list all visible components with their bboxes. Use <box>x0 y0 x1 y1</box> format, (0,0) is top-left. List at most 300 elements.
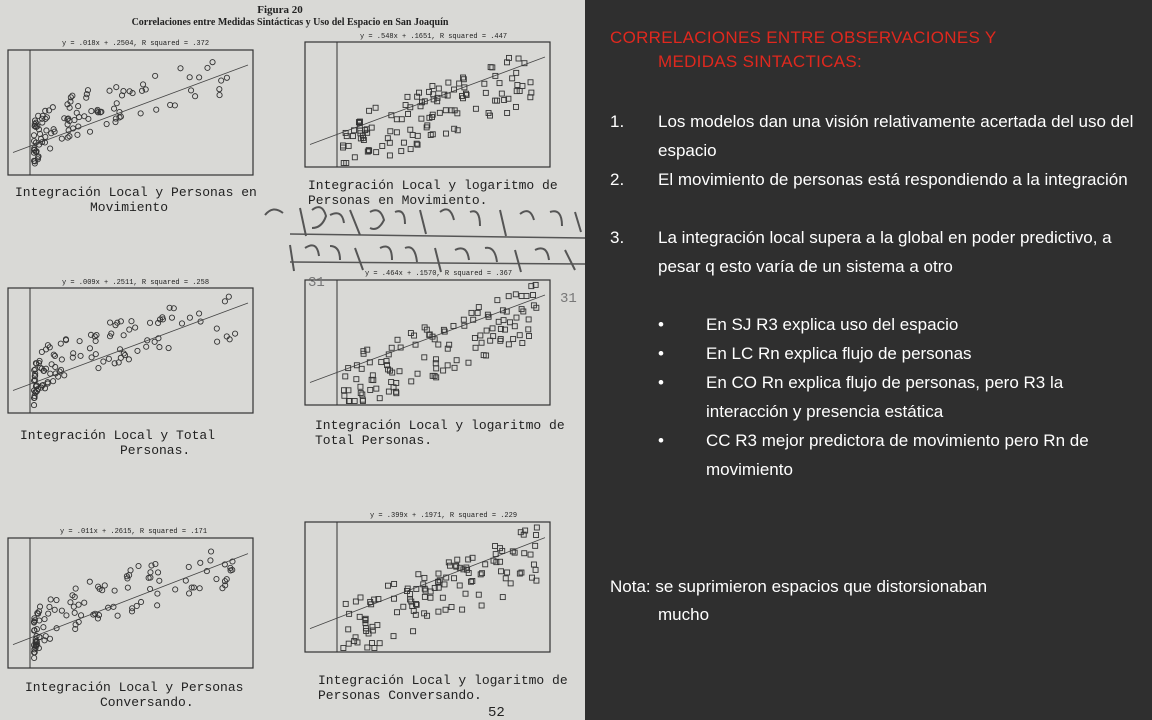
scatter-point <box>469 310 474 315</box>
scatter-point <box>441 368 446 373</box>
scatter-point <box>522 551 527 556</box>
scatter-point <box>31 133 36 138</box>
scatter-point <box>95 616 100 621</box>
scatter-point <box>422 594 427 599</box>
scatter-point <box>506 294 511 299</box>
scatter-point <box>138 111 143 116</box>
scatter-plot <box>305 522 550 652</box>
scatter-point <box>117 347 122 352</box>
scatter-point <box>135 348 140 353</box>
scatter-point <box>58 341 63 346</box>
scatter-point <box>205 65 210 70</box>
scatter-point <box>197 311 202 316</box>
scatter-point <box>214 576 219 581</box>
scatter-point <box>499 91 504 96</box>
scatter-point <box>455 128 460 133</box>
scatter-point <box>443 108 448 113</box>
scatter-point <box>514 89 519 94</box>
scatter-point <box>93 352 98 357</box>
scatter-point <box>388 129 393 134</box>
scatter-point <box>222 299 227 304</box>
scatter-point <box>531 293 536 298</box>
scatter-point <box>520 341 525 346</box>
scatter-point <box>496 319 501 324</box>
scatter-point <box>524 294 529 299</box>
scatter-point <box>443 131 448 136</box>
scatter-point <box>389 345 394 350</box>
scatter-point <box>126 357 131 362</box>
scatter-point <box>408 147 413 152</box>
slide-heading: CORRELACIONES ENTRE OBSERVACIONES Y MEDIDAS SINTACTICAS: <box>610 28 997 71</box>
scatter-point <box>48 597 53 602</box>
scatter-point <box>434 366 439 371</box>
scatter-point <box>346 143 351 148</box>
scatter-point <box>520 83 525 88</box>
scatter-point <box>527 334 532 339</box>
scatter-point <box>499 569 504 574</box>
scatter-point <box>510 76 515 81</box>
scatter-point <box>359 366 364 371</box>
scatter-point <box>147 320 152 325</box>
scatter-point <box>102 583 107 588</box>
scatter-point <box>505 570 510 575</box>
scatter-point <box>76 602 81 607</box>
scatter-point <box>449 605 454 610</box>
scatter-point <box>232 331 237 336</box>
scatter-point <box>219 78 224 83</box>
scatter-point <box>531 562 536 567</box>
scatter-point <box>528 552 533 557</box>
scatter-point <box>360 392 365 397</box>
scatter-point <box>395 610 400 615</box>
list-item: 2. El movimiento de personas está respondiendo a la integración <box>610 170 1128 189</box>
plot-caption: Integración Local y logaritmo de Personas Conversando. <box>318 673 568 703</box>
scatter-point <box>152 339 157 344</box>
scatter-point <box>208 558 213 563</box>
scatter-point <box>466 360 471 365</box>
scatter-point <box>452 365 457 370</box>
scatter-point <box>358 384 363 389</box>
scatter-point <box>187 75 192 80</box>
scatter-point <box>508 581 513 586</box>
scatter-point <box>495 298 500 303</box>
scatter-point <box>111 106 116 111</box>
regression-line <box>310 538 545 629</box>
scatter-point <box>122 352 127 357</box>
scatter-point <box>178 66 183 71</box>
scatter-point <box>147 586 152 591</box>
scatter-point <box>415 133 420 138</box>
plot-caption: Integración Local y logaritmo de Personas en Movimiento. <box>308 178 558 208</box>
scatter-point <box>353 635 358 640</box>
list-item: 1. Los modelos dan una visión relativamente acertada del uso del espacio <box>610 112 1134 160</box>
scatter-point <box>391 634 396 639</box>
scatter-point <box>208 549 213 554</box>
scatter-point <box>48 146 53 151</box>
plot-equation: y = .011x + .2615, R squared = .171 <box>60 528 208 536</box>
scatter-point <box>515 83 520 88</box>
scatter-point <box>125 585 130 590</box>
scatter-point <box>106 356 111 361</box>
scatter-point <box>166 345 171 350</box>
scatter-point <box>47 636 52 641</box>
scatter-plot <box>8 50 253 175</box>
scatter-point <box>446 80 451 85</box>
scatter-point <box>343 374 348 379</box>
margin-mark: 31 <box>560 291 577 307</box>
list-item: 3. La integración local supera a la global en poder predictivo, a pesar q esto varía de un sistema a otro <box>610 228 1112 276</box>
scatter-point <box>528 80 533 85</box>
scatter-point <box>173 587 178 592</box>
scatter-point <box>488 65 493 70</box>
scatter-point <box>534 533 539 538</box>
scatter-point <box>112 588 117 593</box>
scatter-point <box>445 363 450 368</box>
scatter-point <box>385 583 390 588</box>
scatter-point <box>355 640 360 645</box>
scatter-point <box>373 105 378 110</box>
scatter-point <box>197 586 202 591</box>
scatter-point <box>463 591 468 596</box>
regression-line <box>13 65 248 153</box>
scatter-point <box>380 143 385 148</box>
scatter-point <box>443 607 448 612</box>
scatter-point <box>352 399 357 404</box>
scatter-point <box>198 560 203 565</box>
scatter-point <box>505 110 510 115</box>
scatter-point <box>346 641 351 646</box>
scatter-point <box>401 604 406 609</box>
scatter-point <box>41 625 46 630</box>
scatter-point <box>410 132 415 137</box>
scatter-point <box>430 373 435 378</box>
scatter-point <box>59 357 64 362</box>
scatter-point <box>514 70 519 75</box>
scatter-point <box>526 317 531 322</box>
scatter-point <box>346 627 351 632</box>
scatter-point <box>455 557 460 562</box>
scatter-point <box>409 379 414 384</box>
scatter-point <box>148 570 153 575</box>
page-number: 52 <box>488 705 505 720</box>
scatter-point <box>31 402 36 407</box>
scatter-point <box>369 125 374 130</box>
scatter-point <box>226 294 231 299</box>
scatter-point <box>107 320 112 325</box>
scatter-point <box>352 155 357 160</box>
scatter-point <box>387 153 392 158</box>
scatter-point <box>401 140 406 145</box>
scatter-point <box>408 592 413 597</box>
scatter-point <box>87 579 92 584</box>
scatter-point <box>341 646 346 651</box>
regression-line <box>13 303 248 391</box>
scatter-point <box>514 315 519 320</box>
plot-frame <box>8 538 253 668</box>
scatter-point <box>416 572 421 577</box>
scatter-point <box>377 396 382 401</box>
scatter-point <box>53 364 58 369</box>
plot-equation: y = .399x + .1971, R squared = .229 <box>370 512 518 520</box>
scatter-point <box>473 345 478 350</box>
plot-equation: y = .548x + .1651, R squared = .447 <box>360 33 508 41</box>
scatter-point <box>354 377 359 382</box>
scatter-point <box>367 108 372 113</box>
scatter-point <box>113 116 118 121</box>
scatter-point <box>47 604 52 609</box>
scatter-point <box>436 609 441 614</box>
scatter-point <box>452 126 457 131</box>
scatter-point <box>343 601 348 606</box>
scatter-point <box>62 116 67 121</box>
scatter-point <box>75 132 80 137</box>
scatter-point <box>454 358 459 363</box>
scatter-point <box>379 360 384 365</box>
scatter-point <box>342 393 347 398</box>
plot-equation: y = .009x + .2511, R squared = .258 <box>62 279 210 287</box>
scatter-point <box>72 610 77 615</box>
scatter-point <box>48 371 53 376</box>
scatter-point <box>513 104 518 109</box>
scatter-point <box>533 543 538 548</box>
scatter-point <box>114 85 119 90</box>
scatter-point <box>411 629 416 634</box>
scatter-point <box>440 595 445 600</box>
scatter-point <box>136 563 141 568</box>
scatter-point <box>495 98 500 103</box>
scatter-point <box>186 564 191 569</box>
scatter-point <box>87 129 92 134</box>
scatter-point <box>96 365 101 370</box>
scatter-point <box>129 319 134 324</box>
scatter-point <box>482 81 487 86</box>
scatter-point <box>73 586 78 591</box>
scatter-point <box>399 149 404 154</box>
scatter-point <box>503 576 508 581</box>
scatter-point <box>430 83 435 88</box>
scatter-point <box>357 614 362 619</box>
scatter-point <box>82 600 87 605</box>
scatter-plot <box>305 280 550 405</box>
scatter-point <box>436 342 441 347</box>
scatter-point <box>78 353 83 358</box>
scatter-point <box>371 378 376 383</box>
scatter-point <box>169 315 174 320</box>
scatter-point <box>155 570 160 575</box>
scatter-point <box>130 606 135 611</box>
scatter-point <box>52 607 57 612</box>
scatter-point <box>42 617 47 622</box>
scatter-point <box>77 339 82 344</box>
scatter-point <box>49 362 54 367</box>
scatter-point <box>517 89 522 94</box>
scatter-point <box>432 373 437 378</box>
scatter-point <box>62 373 67 378</box>
figure-label: Figura 20 <box>257 4 303 16</box>
scatter-point <box>217 87 222 92</box>
scatter-point <box>154 107 159 112</box>
scatter-point <box>78 613 83 618</box>
scatter-point <box>389 380 394 385</box>
scatter-point <box>54 597 59 602</box>
scatter-point <box>473 106 478 111</box>
scatter-point <box>533 567 538 572</box>
scatter-point <box>187 315 192 320</box>
scatter-point <box>478 333 483 338</box>
scatter-point <box>68 600 73 605</box>
scatter-point <box>224 75 229 80</box>
scatter-point <box>479 603 484 608</box>
scatter-point <box>483 562 488 567</box>
scatter-point <box>517 333 522 338</box>
plot-frame <box>305 280 550 405</box>
scatter-point <box>501 318 506 323</box>
scatter-point <box>476 305 481 310</box>
scatter-point <box>368 387 373 392</box>
scatter-point <box>526 327 531 332</box>
scatter-point <box>534 525 539 530</box>
scatter-point <box>157 578 162 583</box>
scatter-point <box>227 337 232 342</box>
scatter-point <box>497 81 502 86</box>
scatter-point <box>428 595 433 600</box>
scatter-point <box>422 355 427 360</box>
scatter-point <box>394 117 399 122</box>
scatter-point <box>133 325 138 330</box>
scatter-point <box>215 339 220 344</box>
scatter-point <box>408 127 413 132</box>
plot-frame <box>8 50 253 175</box>
scatter-point <box>32 655 37 660</box>
scatter-point <box>128 568 133 573</box>
plot-caption: Integración Local y Total Personas. <box>20 428 216 458</box>
scatter-point <box>479 340 484 345</box>
scatter-point <box>104 121 109 126</box>
scatter-point <box>513 292 518 297</box>
scatter-plot <box>305 42 550 167</box>
scatter-point <box>360 399 365 404</box>
scatter-point <box>466 570 471 575</box>
scatter-point <box>394 130 399 135</box>
scatter-plot <box>8 288 253 413</box>
scatter-point <box>490 65 495 70</box>
scatter-point <box>52 353 57 358</box>
scatter-point <box>436 86 441 91</box>
scatter-point <box>399 117 404 122</box>
plot-equation: y = .464x + .1570, R squared = .367 <box>365 270 513 278</box>
margin-mark: 31 <box>308 275 325 291</box>
scatter-point <box>374 150 379 155</box>
scatter-point <box>51 352 56 357</box>
scatter-point <box>138 599 143 604</box>
scatter-point <box>76 114 81 119</box>
scatter-point <box>476 592 481 597</box>
scatter-point <box>392 581 397 586</box>
scatter-point <box>59 136 64 141</box>
scatter-point <box>89 108 94 113</box>
scatter-point <box>224 334 229 339</box>
plot-caption: Integración Local y Personas en Movimiento <box>15 185 257 215</box>
footnote: Nota: se suprimieron espacios que distorsionaban mucho <box>610 577 988 624</box>
scatter-point <box>490 326 495 331</box>
scatter-point <box>179 321 184 326</box>
scatter-point <box>493 544 498 549</box>
scatter-point <box>415 371 420 376</box>
scatter-point <box>475 310 480 315</box>
scatter-point <box>405 94 410 99</box>
scatter-point <box>155 591 160 596</box>
scatter-point <box>434 375 439 380</box>
scatter-point <box>374 386 379 391</box>
scatter-point <box>437 110 442 115</box>
scatter-point <box>183 578 188 583</box>
scatter-point <box>50 379 55 384</box>
slide-text-panel: CORRELACIONES ENTRE OBSERVACIONES Y MEDIDAS SINTACTICAS: 1. Los modelos dan una visión relativamente acertada del uso del espacio 2. El movimiento de personas está respondiendo a la integración 3. La integración local supera a la global en poder predictivo, a pesar q esto varía de un sistema a otro • En SJ R3 explica uso del espacio • En LC Rn explica flujo de personas • En CO Rn explica flujo de personas, pero R3 la interacción y presencia estática • CC R3 mejor predictora de movimiento pero Rn de movimiento Nota: se suprimieron espacios que distorsionaban mucho <box>585 0 1152 720</box>
scatter-point <box>508 320 513 325</box>
scatter-point <box>107 88 112 93</box>
scatter-point <box>512 324 517 329</box>
scatter-point <box>127 327 132 332</box>
scatter-point <box>406 111 411 116</box>
scatter-point <box>214 326 219 331</box>
scatter-point <box>217 92 222 97</box>
scatter-point <box>483 90 488 95</box>
scatter-point <box>350 134 355 139</box>
scatter-point <box>87 346 92 351</box>
plot-frame <box>8 288 253 413</box>
scatter-point <box>46 108 51 113</box>
scatter-point <box>419 116 424 121</box>
scatter-point <box>506 342 511 347</box>
scatter-point <box>451 323 456 328</box>
scatter-point <box>377 641 382 646</box>
scatter-point <box>461 317 466 322</box>
scatter-point <box>186 591 191 596</box>
plot-caption: Integración Local y logaritmo de Total Personas. <box>315 418 565 448</box>
scatter-point <box>46 611 51 616</box>
scatter-point <box>121 333 126 338</box>
scatter-point <box>512 550 517 555</box>
scatter-point <box>372 646 377 651</box>
scatter-point <box>44 128 49 133</box>
scatter-point <box>519 294 524 299</box>
scatter-point <box>59 608 64 613</box>
scatter-point <box>188 88 193 93</box>
plot-caption: Integración Local y Personas Conversando. <box>25 680 244 710</box>
scatter-point <box>457 583 462 588</box>
scatter-point <box>40 120 45 125</box>
scatter-point <box>442 582 447 587</box>
scatter-point <box>43 134 48 139</box>
scatter-point <box>115 613 120 618</box>
scatter-point <box>375 623 380 628</box>
scatter-point <box>358 391 363 396</box>
scatter-point <box>114 101 119 106</box>
scatter-point <box>449 108 454 113</box>
scatter-plot <box>8 538 253 668</box>
scatter-point <box>397 369 402 374</box>
scatter-point <box>193 94 198 99</box>
plot-equation: y = .018x + .2504, R squared = .372 <box>62 40 210 48</box>
scatter-point <box>422 575 427 580</box>
scatter-point <box>436 571 441 576</box>
scatter-point <box>395 337 400 342</box>
scatter-point <box>511 337 516 342</box>
scatter-point <box>76 103 81 108</box>
scatter-point <box>460 607 465 612</box>
scatter-point <box>360 397 365 402</box>
scatter-point <box>140 82 145 87</box>
